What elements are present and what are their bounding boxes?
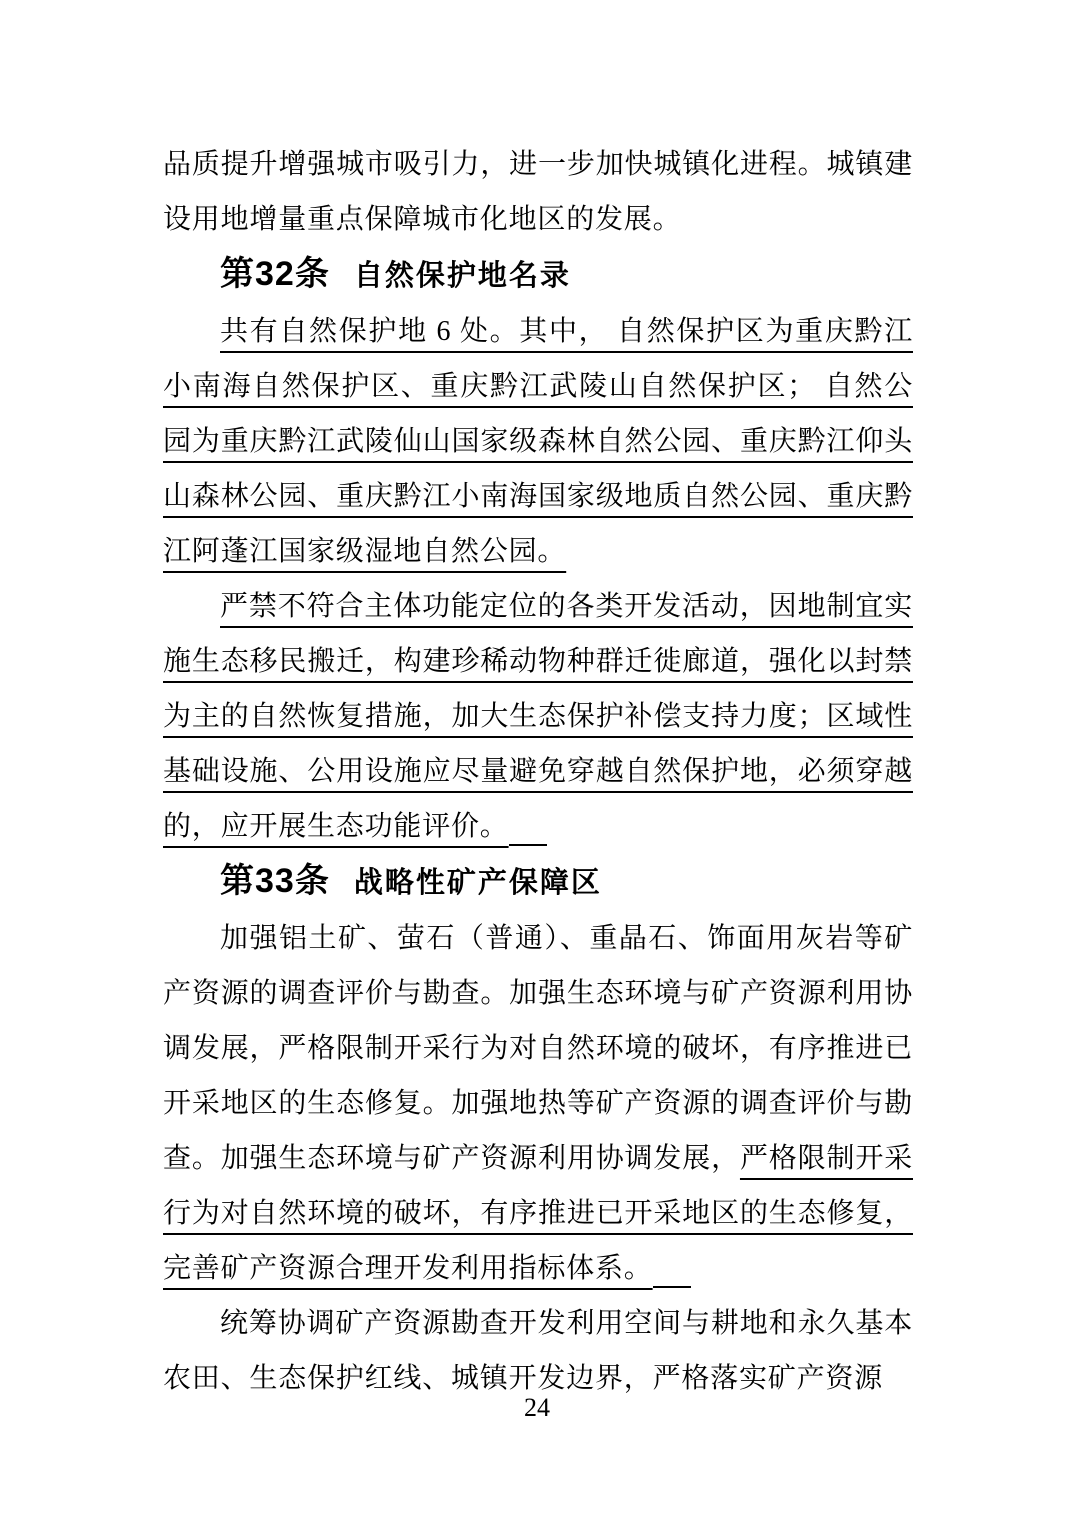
- minerals-text-underlined: 严格限制开采行为对自然环境的破坏，有序推进已开采地区的生态修复，完善矿产资源合理开发利用指标体系。: [163, 1143, 913, 1284]
- article-33-minerals-paragraph: [163, 911, 913, 1296]
- paragraph-continuation: 品质提升增强城市吸引力，进一步加快城镇化进程。城镇建设用地增量重点保障城市化地区的发展。: [163, 149, 913, 235]
- article-32-number: 第32条: [220, 255, 330, 293]
- article-33-title: 战略性矿产保障区: [353, 867, 602, 899]
- article-33-number: 第33条: [220, 862, 330, 900]
- article-33-coordination-paragraph: 统筹协调矿产资源勘查开发利用空间与耕地和永久基本农田、生态保护红线、城镇开发边界，严格落实矿产资源: [163, 1308, 913, 1394]
- minerals-text-normal: 加强铝土矿、萤石（普通）、重晶石、饰面用灰岩等矿产资源的调查评价与勘查。加强生态环境与矿产资源利用协调发展，严格限制开采行为对自然环境的破坏，有序推进已开采地区的生态修复。加强地热等矿产资源的调查评价与勘查。加强生态环境与矿产资源利用协调发展，: [163, 923, 913, 1174]
- page-number: 24: [524, 1393, 550, 1422]
- article-32-regulation-paragraph: 严禁不符合主体功能定位的各类开发活动，因地制宜实施生态移民搬迁，构建珍稀动物种群迁徙廊道，强化以封禁为主的自然恢复措施，加大生态保护补偿支持力度；区域性基础设施、公用设施应尽量避免穿越自然保护地，必须穿越的，应开展生态功能评价。: [163, 579, 913, 854]
- article-32-heading: [163, 247, 913, 304]
- page-content: [163, 137, 913, 1406]
- article-33-heading: [163, 854, 913, 911]
- article-32-title: 自然保护地名录: [353, 260, 571, 292]
- article-32-nature-reserve-list-paragraph: 共有自然保护地 6 处。其中， 自然保护区为重庆黔江小南海自然保护区、重庆黔江武陵山自然保护区； 自然公园为重庆黔江武陵仙山国家级森林自然公园、重庆黔江仰头山森林公园、重庆黔江小南海国家级地质自然公园、重庆黔江阿蓬江国家级湿地自然公园。: [163, 316, 913, 567]
